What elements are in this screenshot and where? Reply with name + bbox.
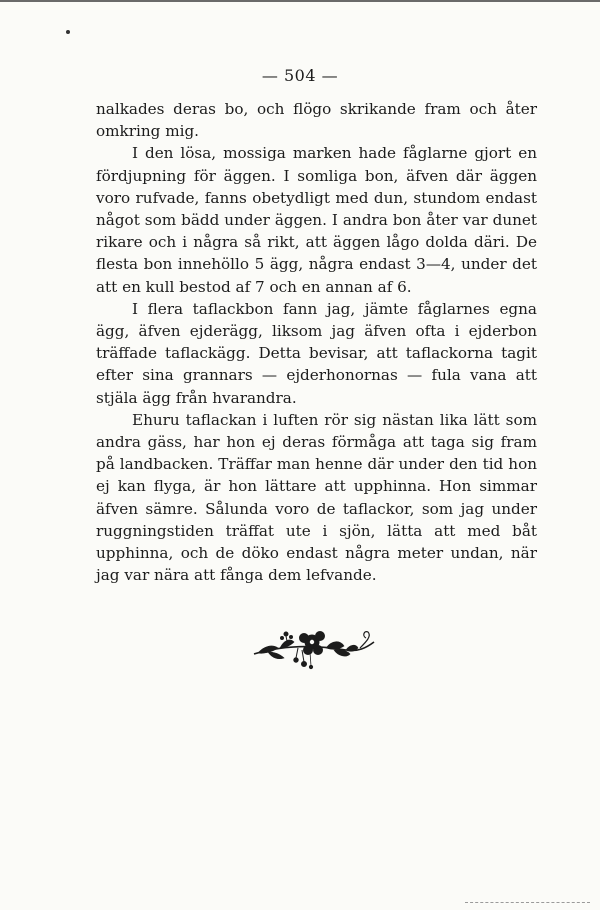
bottom-edge-marks [465,902,590,905]
page-number: — 504 — [261,66,339,85]
floral-vignette-icon [250,622,378,670]
paragraph-4: Ehuru taflackan i luften rör sig nästan lika lätt som andra gäss, har hon ej deras förmåga att taga sig fram på landbacken. Träffar man henne där under den tid hon ej kan flyga, är hon lättare att upphinna. Hon simmar äfven sämre. Sålunda voro de taflackor, som jag under ruggningstiden träffat ute i sjön, lätta att med båt upphinna, och de döko endast några meter undan, när jag var nära att fånga dem lefvande. [96,410,537,585]
body-text [96,98,537,586]
ink-speck [66,30,70,34]
page-top-edge [0,0,600,2]
paragraph-3: I flera taflackbon fann jag, jämte fåglarnes egna ägg, äfven ejderägg, liksom jag äfven ofta i ejderbon träffade taflackägg. Detta bevisar, att taflackorna tagit efter sina grannars — ejderhonornas — fula vana att stjäla ägg från hvarandra. [96,299,537,407]
paragraph-2: I den lösa, mossiga marken hade fåglarne gjort en fördjupning för äggen. I somliga bon, äfven där äggen voro rufvade, fanns obetydligt med dun, stundom endast något som bädd under äggen. I andra bon åter var dunet rikare och i några så rikt, att äggen lågo dolda däri. De flesta bon innehöllo 5 ägg, några endast 3—4, under det att en kull bestod af 7 och en annan af 6. [96,144,537,296]
paragraph-1: nalkades deras bo, och flögo skrikande fram och åter omkring mig. [96,100,537,141]
